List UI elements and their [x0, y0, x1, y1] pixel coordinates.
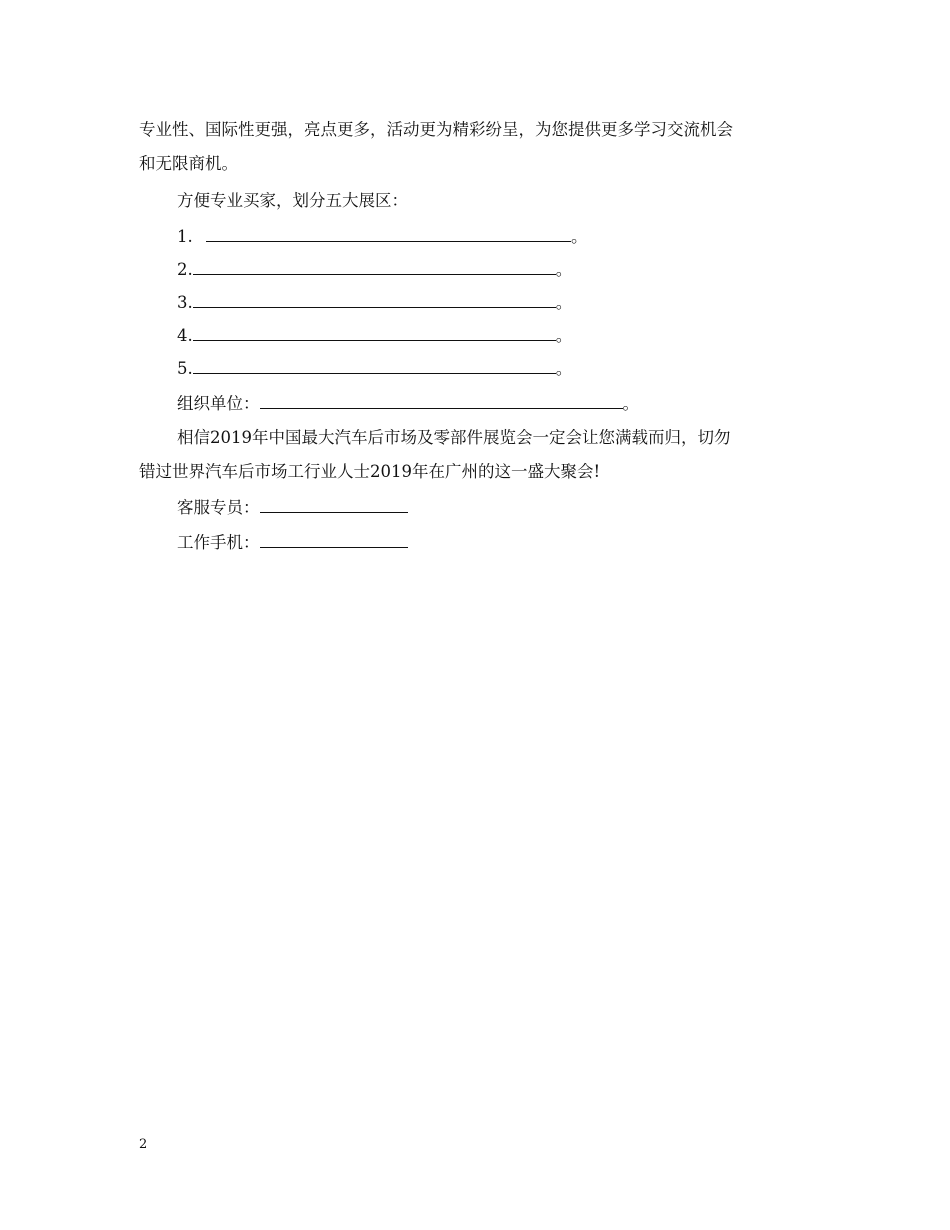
zone-end-mark: 。 — [555, 359, 573, 378]
zone-blank-line — [193, 292, 556, 308]
zone-end-mark: 。 — [571, 227, 588, 246]
intro-line-2: 和无限商机。 — [139, 154, 238, 173]
zone-item-4 — [177, 325, 572, 346]
zones-heading: 方便专业买家，划分五大展区： — [177, 191, 408, 210]
organizer-line — [177, 393, 639, 414]
zone-item-2 — [177, 259, 572, 280]
intro-line-1: 专业性、国际性更强，亮点更多，活动更为精彩纷呈，为您提供更多学习交流机会 — [139, 120, 733, 139]
organizer-label: 组织单位： — [177, 394, 260, 413]
zone-item-1 — [177, 226, 588, 247]
mobile-label: 工作手机： — [177, 533, 260, 552]
zone-number: 3. — [177, 293, 193, 312]
zone-blank-line — [193, 259, 556, 275]
service-contact-line — [177, 497, 408, 518]
zone-blank-line — [206, 226, 571, 242]
page-number: 2 — [139, 1137, 148, 1152]
service-label: 客服专员： — [177, 498, 260, 517]
zone-item-5 — [177, 358, 572, 379]
zone-number: 2. — [177, 260, 193, 279]
zone-item-3 — [177, 292, 572, 313]
zone-blank-line — [193, 325, 556, 341]
closing-line-2: 错过世界汽车后市场工行业人士2019年在广州的这一盛大聚会! — [139, 462, 601, 481]
zone-number: 4. — [177, 326, 193, 345]
organizer-blank-line — [260, 393, 623, 409]
zone-number: 1. — [177, 227, 193, 246]
service-blank-line — [260, 497, 408, 513]
mobile-blank-line — [260, 532, 408, 548]
zone-end-mark: 。 — [555, 326, 573, 345]
closing-line-1: 相信2019年中国最大汽车后市场及零部件展览会一定会让您满载而归，切勿 — [177, 428, 731, 447]
zone-end-mark: 。 — [555, 260, 573, 279]
zone-number: 5. — [177, 359, 193, 378]
zone-end-mark: 。 — [555, 293, 573, 312]
zone-blank-line — [193, 358, 556, 374]
mobile-contact-line — [177, 532, 408, 553]
organizer-end-mark: 。 — [622, 394, 639, 413]
